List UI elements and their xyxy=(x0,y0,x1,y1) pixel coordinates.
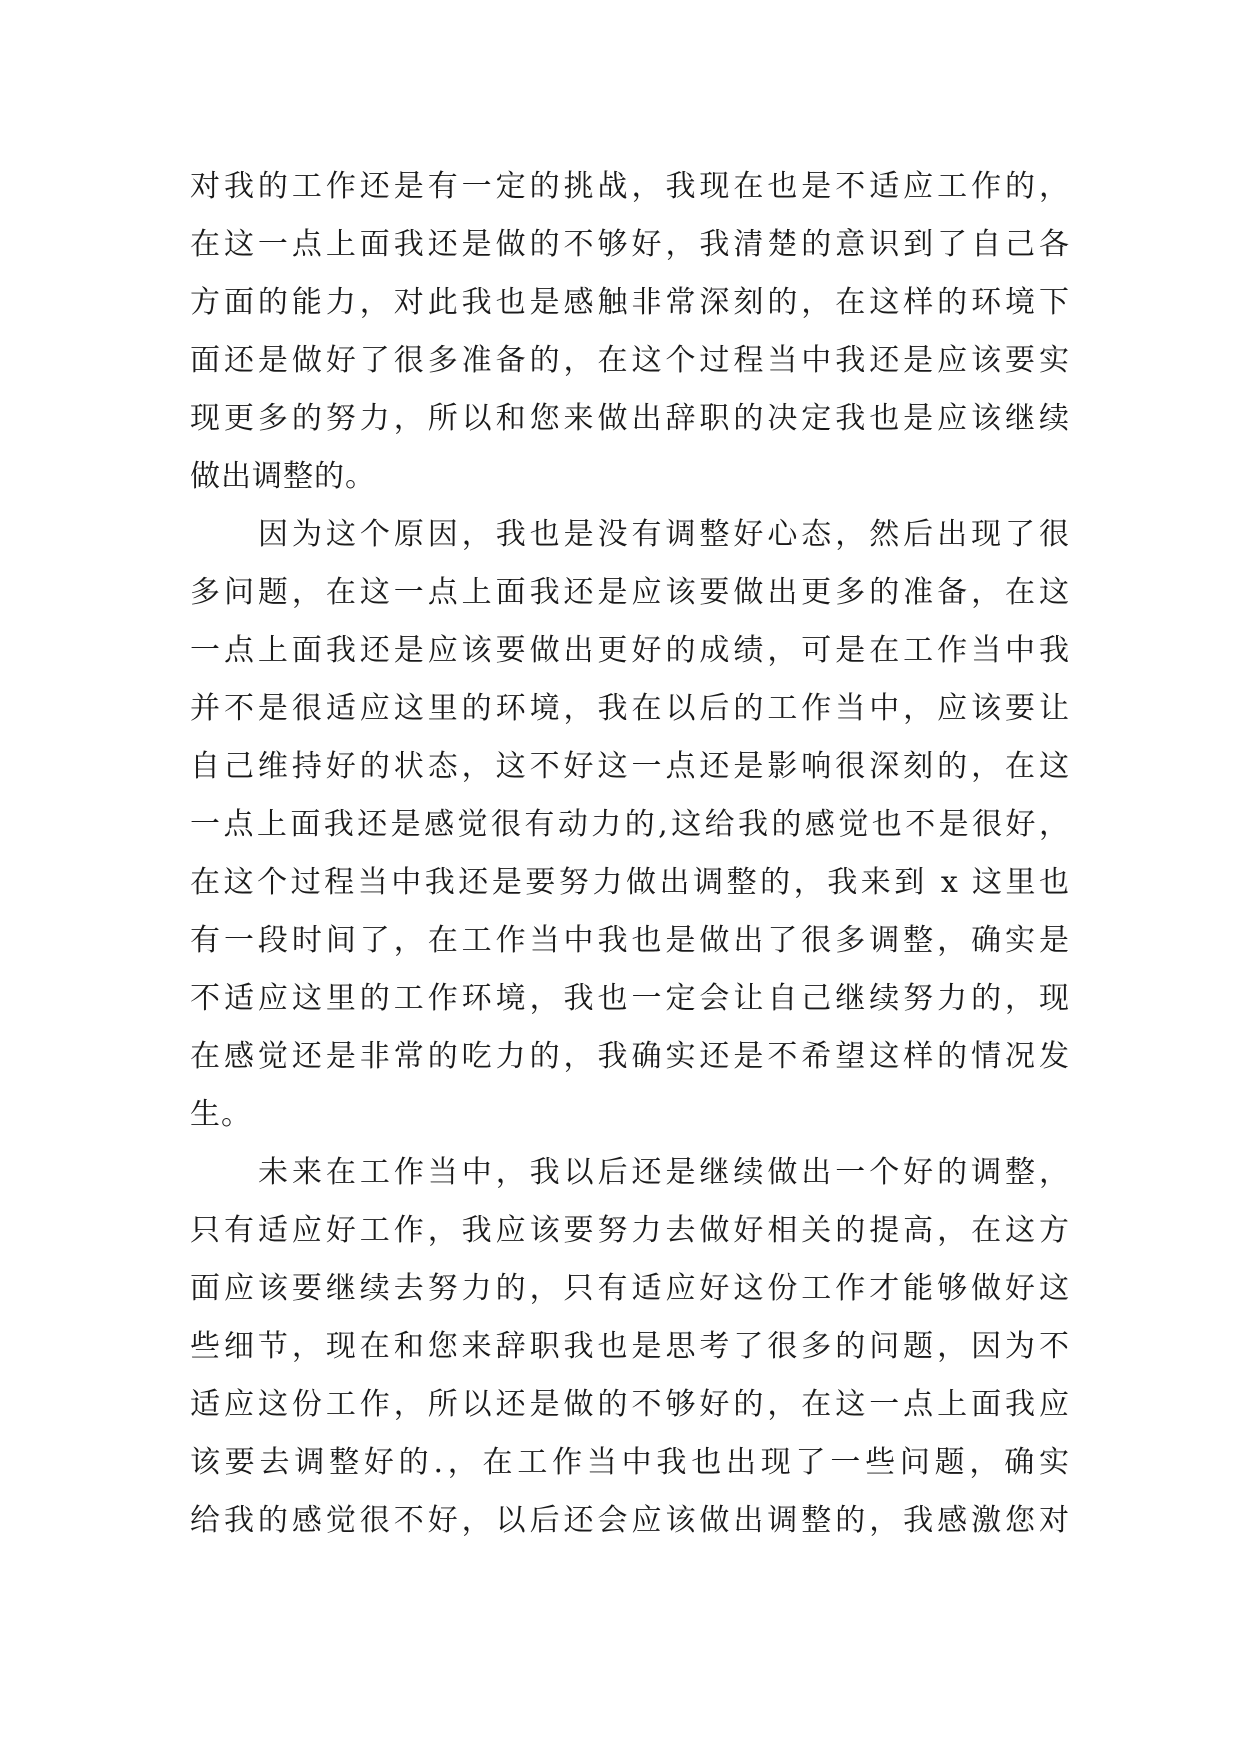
text-line: 并不是很适应这里的环境，我在以后的工作当中，应该要让 xyxy=(190,691,1070,726)
text-line: 在这一点上面我还是做的不够好，我清楚的意识到了自己各 xyxy=(190,227,1070,262)
text-line: 方面的能力，对此我也是感触非常深刻的，在这样的环境下 xyxy=(190,285,1070,320)
text-line: 因为这个原因，我也是没有调整好心态，然后出现了很 xyxy=(258,517,1070,552)
text-line: 只有适应好工作，我应该要努力去做好相关的提高，在这方 xyxy=(190,1213,1070,1248)
text-line: 给我的感觉很不好，以后还会应该做出调整的，我感激您对 xyxy=(190,1503,1070,1538)
text-line: 未来在工作当中，我以后还是继续做出一个好的调整， xyxy=(258,1155,1070,1190)
paragraph-2 xyxy=(190,506,1070,1144)
text-line: 面应该要继续去努力的，只有适应好这份工作才能够做好这 xyxy=(190,1271,1070,1306)
text-line: 一点上面我还是感觉很有动力的,这给我的感觉也不是很好， xyxy=(190,807,1070,842)
paragraph-3 xyxy=(190,1144,1070,1550)
text-line: 现更多的努力，所以和您来做出辞职的决定我也是应该继续 xyxy=(190,401,1070,436)
body-text xyxy=(190,158,1070,1550)
text-line: 不适应这里的工作环境，我也一定会让自己继续努力的，现 xyxy=(190,981,1070,1016)
text-line: 该要去调整好的.，在工作当中我也出现了一些问题，确实 xyxy=(190,1445,1070,1480)
text-line: 一点上面我还是应该要做出更好的成绩，可是在工作当中我 xyxy=(190,633,1070,668)
text-line: 做出调整的。 xyxy=(190,459,376,494)
text-line: 在这个过程当中我还是要努力做出调整的，我来到 x 这里也 xyxy=(190,865,1070,900)
text-line: 些细节，现在和您来辞职我也是思考了很多的问题，因为不 xyxy=(190,1329,1070,1364)
text-line: 生。 xyxy=(190,1097,252,1132)
text-line: 多问题，在这一点上面我还是应该要做出更多的准备，在这 xyxy=(190,575,1070,610)
paragraph-1 xyxy=(190,158,1070,506)
text-line: 适应这份工作，所以还是做的不够好的，在这一点上面我应 xyxy=(190,1387,1070,1422)
text-line: 在感觉还是非常的吃力的，我确实还是不希望这样的情况发 xyxy=(190,1039,1070,1074)
text-line: 面还是做好了很多准备的，在这个过程当中我还是应该要实 xyxy=(190,343,1070,378)
text-line: 有一段时间了，在工作当中我也是做出了很多调整，确实是 xyxy=(190,923,1070,958)
text-line: 对我的工作还是有一定的挑战，我现在也是不适应工作的， xyxy=(190,169,1070,204)
text-line: 自己维持好的状态，这不好这一点还是影响很深刻的，在这 xyxy=(190,749,1070,784)
